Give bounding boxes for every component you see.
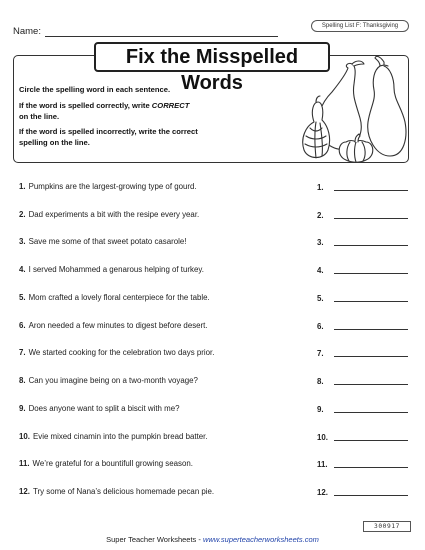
instruction-line-3a: If the word is spelled incorrectly, write the correct — [19, 127, 198, 136]
item-sentence: Save me some of that sweet potato casarole! — [28, 237, 187, 246]
answer-line[interactable] — [334, 301, 408, 302]
name-field — [13, 26, 278, 37]
item-number: 1. — [19, 182, 26, 191]
item-sentence: Aron needed a few minutes to digest before desert. — [28, 321, 208, 330]
list-item — [19, 348, 214, 358]
footer — [0, 535, 425, 544]
list-item — [19, 432, 208, 442]
instruction-line-1: Circle the spelling word in each sentence. — [19, 85, 171, 94]
list-item — [19, 321, 208, 331]
answer-number: 11. — [317, 460, 328, 469]
instruction-incorrect — [19, 127, 274, 148]
item-number: 12. — [19, 487, 30, 496]
answer-line[interactable] — [334, 245, 408, 246]
item-sentence: Mom crafted a lovely floral centerpiece for the table. — [28, 293, 210, 302]
item-number: 2. — [19, 210, 26, 219]
answer-number: 10. — [317, 433, 328, 442]
worksheet-code: 300917 — [363, 521, 411, 532]
item-sentence: We started cooking for the celebration two days prior. — [28, 348, 215, 357]
item-sentence: Dad experiments a bit with the resipe every year. — [28, 210, 200, 219]
answer-line[interactable] — [334, 412, 408, 413]
item-number: 4. — [19, 265, 26, 274]
item-number: 7. — [19, 348, 26, 357]
instruction-correct — [19, 101, 274, 122]
item-number: 3. — [19, 237, 26, 246]
name-line[interactable] — [45, 28, 278, 37]
instruction-line-2-post: on the line. — [19, 111, 60, 121]
answer-number: 6. — [317, 322, 324, 331]
answer-line[interactable] — [334, 356, 408, 357]
item-number: 6. — [19, 321, 26, 330]
footer-url-link[interactable]: www.superteacherworksheets.com — [202, 535, 319, 544]
answer-number: 3. — [317, 238, 324, 247]
answer-number: 2. — [317, 211, 324, 220]
item-sentence: Evie mixed cinamin into the pumpkin bread batter. — [32, 432, 208, 441]
item-sentence: We’re grateful for a bountifull growing season. — [32, 459, 193, 468]
item-number: 10. — [19, 432, 30, 441]
answer-line[interactable] — [334, 495, 408, 496]
spelling-list-badge: Spelling List F: Thanksgiving — [311, 20, 409, 32]
list-item — [19, 293, 210, 303]
list-item — [19, 237, 187, 247]
instruction-line-2-em: CORRECT — [151, 101, 190, 110]
item-number: 8. — [19, 376, 26, 385]
item-sentence: Can you imagine being on a two-month voyage? — [28, 376, 198, 385]
answer-number: 9. — [317, 405, 324, 414]
answer-number: 4. — [317, 266, 324, 275]
answer-line[interactable] — [334, 440, 408, 441]
item-number: 11. — [19, 459, 30, 468]
item-sentence: Does anyone want to split a biscit with me? — [28, 404, 180, 413]
answer-number: 1. — [317, 183, 324, 192]
name-label: Name: — [13, 26, 41, 37]
list-item — [19, 182, 197, 192]
footer-brand: Super Teacher Worksheets — [106, 535, 197, 544]
answer-line[interactable] — [334, 329, 408, 330]
item-number: 9. — [19, 404, 26, 413]
instruction-line-2-pre: If the word is spelled correctly, write — [19, 101, 152, 110]
list-item — [19, 459, 193, 469]
answer-line[interactable] — [334, 218, 408, 219]
answer-number: 7. — [317, 349, 324, 358]
footer-separator: - — [196, 535, 203, 544]
answer-line[interactable] — [334, 190, 408, 191]
answer-line[interactable] — [334, 384, 408, 385]
item-sentence: Pumpkins are the largest-growing type of gourd. — [28, 182, 197, 191]
item-number: 5. — [19, 293, 26, 302]
item-sentence: Try some of Nana’s delicious homemade pecan pie. — [32, 487, 215, 496]
list-item — [19, 487, 214, 497]
answer-line[interactable] — [334, 273, 408, 274]
answer-line[interactable] — [334, 467, 408, 468]
list-item — [19, 265, 204, 275]
answer-number: 5. — [317, 294, 324, 303]
instruction-line-3b: spelling on the line. — [19, 137, 90, 147]
answer-number: 8. — [317, 377, 324, 386]
list-item — [19, 404, 179, 414]
list-item — [19, 210, 199, 220]
page-title: Fix the Misspelled Words — [94, 42, 330, 72]
answer-number: 12. — [317, 488, 328, 497]
list-item — [19, 376, 198, 386]
item-sentence: I served Mohammed a genarous helping of turkey. — [28, 265, 204, 274]
